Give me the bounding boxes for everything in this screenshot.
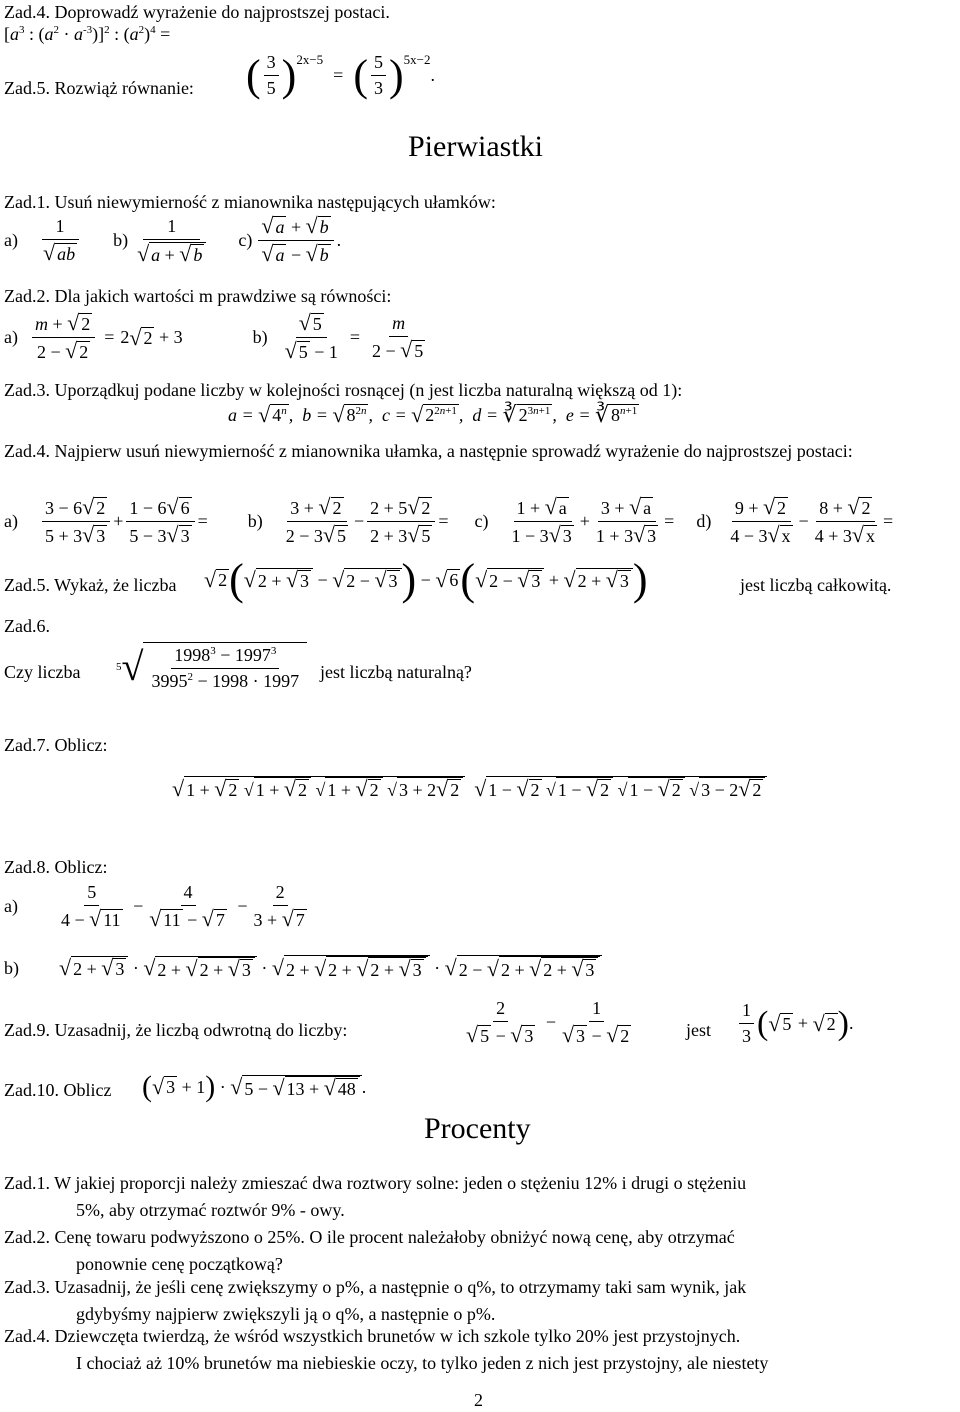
pierw-zad8-b: b) √ 2 + √ 3 · √ 2 + √ 2 + √ 3 · √ 2 + √ 2 + √ 2 + √ 3 · √ 2 − √ 2 + √ 2 + √ 3 — [4, 955, 602, 981]
pierw-zad3-numbers: a = √ 4$^n$ , b = √ $8^{2n}$ , c = √ $2^{2n+1}$ , d = ∛ $2^{3n+1}$ , e = ∛ $8^{n+1}$ — [228, 402, 638, 427]
pierw-zad2-text: Zad.2. Dla jakich wartości m prawdziwe są równości: — [4, 286, 392, 306]
pierw-zad5-label: Zad.5. Wykaż, że liczba — [4, 575, 177, 595]
zad4-expression: [$a^3$ : $(a^2 \cdot a^{-3})]^2$ : $(a^2)^4$ = — [4, 24, 171, 44]
pierw-zad10-expression: ( √ 3 + 1 ) · √ 5 − √ 13 + √ 48 . — [142, 1070, 367, 1103]
pierw-zad7-label: Zad.7. Oblicz: — [4, 735, 108, 755]
pierw-zad5-expression: √ 2 ( √ 2 + √ 3 − √ 2 − √ 3 ) − √ 6 ( √ 2 − √ 3 + √ 2 + √ 3 ) — [204, 555, 648, 604]
proc-zad2: Zad.2. Cenę towaru podwyższono o 25%. O ile procent należałoby obniżyć nową cenę, aby otrzymać ponownie cenę początkową? — [4, 1227, 735, 1274]
pierw-zad2-equations: a) $\frac{m + √ 2}{2 - √ 2}$ = 2 √ 2 + 3 b) $\frac{√ 5}{√ 5 - 1}$ = $\frac{m}{2 - √ 5}$ — [4, 310, 424, 363]
zad4-line — [4, 2, 390, 24]
pierw-zad9-mid: jest — [686, 1020, 711, 1040]
pierw-zad1-text: Zad.1. Usuń niewymierność z mianownika następujących ułamków: — [4, 192, 496, 212]
pierw-zad6-question: Czy liczba — [4, 662, 81, 682]
proc-zad1: Zad.1. W jakiej proporcji należy zmieszać dwa roztwory solne: jeden o stężeniu 12% i drugi o stężeniu 5%, aby otrzymać roztwór 9% - owy. — [4, 1173, 747, 1220]
part-c-label: c) — [238, 230, 253, 250]
page-number: 2 — [474, 1390, 483, 1410]
part-b-label: b) — [113, 230, 129, 250]
zad5-equation: ( $\frac{3}{5}$ ) $^{2x-5}$ = ( $\frac{5}{3}$ ) $^{5x-2}$ . — [246, 50, 435, 100]
pierw-zad10-label: Zad.10. Oblicz — [4, 1080, 112, 1100]
proc-zad4: Zad.4. Dziewczęta twierdzą, że wśród wszystkich brunetów w ich szkole tylko 20% jest przystojnych. I chociaż aż 10% brunetów ma niebieskie oczy, to tylko jeden z nich jest przystojny, ale niestety — [4, 1326, 769, 1373]
pierw-zad8-a: a) $\frac{5}{4 - √ 11}$ − $\frac{4}{√ 11 - √ 7}$ − $\frac{2}{3 + √ 7}$ — [4, 882, 305, 931]
proc-zad3: Zad.3. Uzasadnij, że jeśli cenę zwiększymy o p%, a następnie o q%, to otrzymamy taki sam wynik, jak gdybyśmy najpierw zwiększyli ją o q%, a następnie o p%. — [4, 1277, 747, 1324]
part-a-label: a) — [4, 230, 18, 250]
pierw-zad3-text: Zad.3. Uporządkuj podane liczby w kolejności rosnącej (n jest liczba naturalną większą od 1): — [4, 380, 683, 400]
section-heading-procenty: Procenty — [424, 1112, 531, 1145]
pierw-zad4-text: Zad.4. Najpierw usuń niewymierność z mianownika ułamka, a następnie sprowadź wyrażenie do najprostszej postaci: — [4, 441, 853, 461]
pierw-zad7-expression: √ 1 + √ 2 √ 1 + √ 2 √ 1 + √ 2 √ 3 + 2√ 2 √ 1 − √ 2 √ 1 − √ 2 √ 1 − √ 2 √ 3 − 2√ 2 — [172, 776, 767, 801]
pierw-zad1-fractions: a) $\frac{1}{√ ab}$ b) $\frac{1}{√ a + √ b}$ c) $\frac{√ a + √ b}{√ a - √ b}$ . — [4, 213, 342, 266]
section-heading-pierwiastki: Pierwiastki — [408, 130, 543, 163]
zad5-label — [4, 78, 194, 100]
pierw-zad5-tail: jest liczbą całkowitą. — [740, 575, 892, 595]
pierw-zad6-tail: jest liczbą naturalną? — [320, 662, 472, 682]
pierw-zad9-number: $\frac{2}{√ 5 - √ 3}$ − $\frac{1}{√ 3 - √ 2}$ — [466, 998, 630, 1047]
pierw-zad8-label: Zad.8. Oblicz: — [4, 857, 108, 877]
pierw-zad4-expressions: a) $\frac{3 - 6√ 2}{5 + 3√ 3}$ + $\frac{1 - 6√ 6}{5 - 3√ 3}$ = b) $\frac{3 + √ 2}{2 - 3√ 5}$ − $\frac{2 + 5√ 2}{2 + 3√ 5}$ = c) $\frac{1 + √ a}{1 - 3√ 3}$ + $\frac{3 + √ a}{1 + 3√ 3}$ = d) $\frac{9 + √ 2}{4 - 3√ x}$ − $\frac{8 + √ 2}{4 + 3√ x}$ = — [4, 494, 894, 547]
pierw-zad6-label: Zad.6. — [4, 616, 50, 636]
zad4-title: Zad.4. Doprowadź wyrażenie do najprostszej postaci. — [4, 2, 390, 22]
pierw-zad6-root: 5 √ $\frac{1998^3 - 1997^3}{3995^2 - 1998 \cdot 1997}$ — [116, 642, 307, 692]
pierw-zad9-label: Zad.9. Uzasadnij, że liczbą odwrotną do liczby: — [4, 1020, 348, 1040]
pierw-zad9-result: $\frac{1}{3}$ ( √ 5 + √ 2 ) . — [736, 1000, 853, 1047]
zad5-title: Zad.5. Rozwiąż równanie: — [4, 78, 194, 98]
